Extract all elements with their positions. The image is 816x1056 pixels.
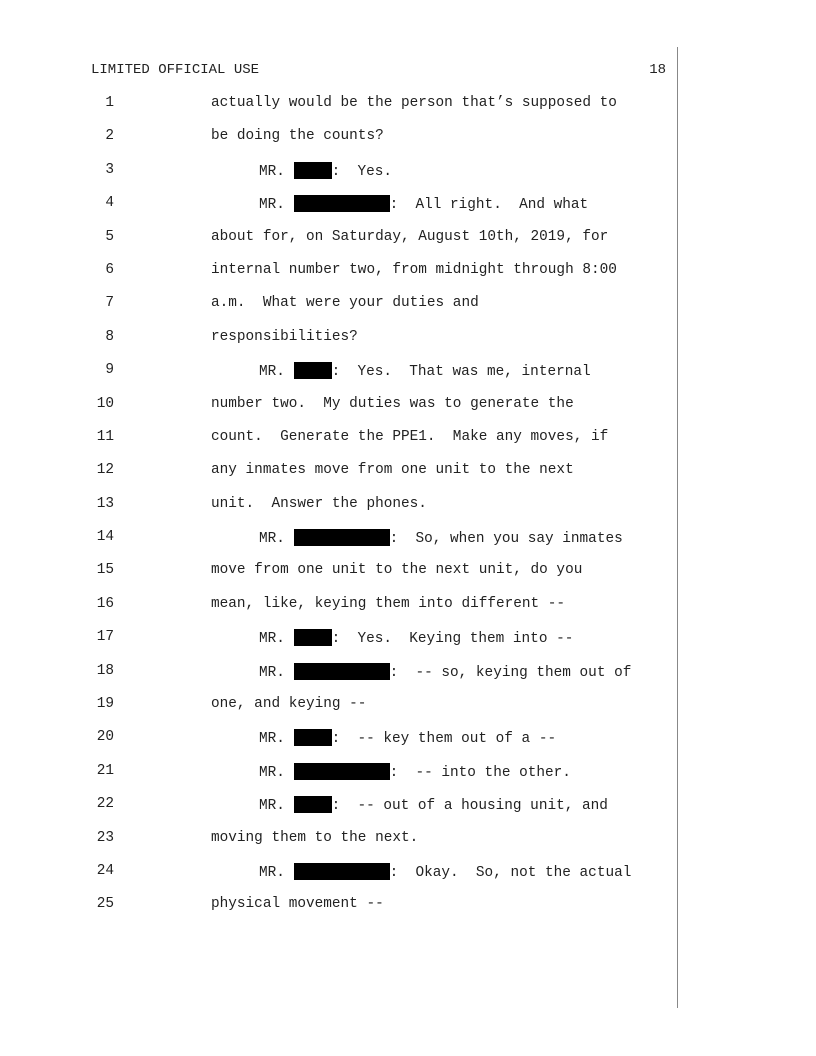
transcript-line	[0, 429, 816, 462]
redaction-box	[294, 195, 390, 212]
line-number: 2	[105, 128, 114, 145]
transcript-line	[0, 696, 816, 729]
line-text	[259, 763, 571, 782]
transcript-line	[0, 629, 816, 662]
line-body: : -- into the other.	[389, 764, 571, 781]
line-body: about for, on Saturday, August 10th, 2019, for	[211, 228, 609, 245]
speaker-prefix: MR.	[259, 364, 285, 381]
line-number: 8	[105, 328, 114, 345]
line-text	[259, 729, 556, 748]
speaker-prefix: MR.	[259, 864, 285, 881]
speaker-prefix: MR.	[259, 731, 285, 748]
line-body: : -- key them out of a --	[331, 731, 557, 748]
line-number: 22	[96, 796, 114, 813]
line-number: 21	[96, 762, 114, 779]
page-number: 18	[649, 62, 666, 78]
transcript-line	[0, 663, 816, 696]
line-number: 7	[105, 295, 114, 312]
line-body: count. Generate the PPE1. Make any moves, if	[211, 428, 609, 445]
line-number: 1	[105, 95, 114, 111]
line-body: : Yes.	[331, 163, 393, 180]
transcript-line	[0, 362, 816, 395]
redaction-box	[294, 362, 332, 379]
line-number: 13	[96, 495, 114, 512]
line-body: : -- so, keying them out of	[389, 664, 632, 681]
line-number: 9	[105, 362, 114, 379]
line-text	[211, 830, 418, 847]
redaction-box	[294, 729, 332, 746]
classification-header: LIMITED OFFICIAL USE	[91, 62, 260, 78]
transcript-lines	[0, 95, 816, 930]
redaction-box	[294, 796, 332, 813]
line-number: 12	[96, 462, 114, 479]
line-text	[211, 462, 574, 479]
line-text	[211, 295, 479, 312]
transcript-line	[0, 162, 816, 195]
line-body: be doing the counts?	[211, 128, 384, 145]
line-body: unit. Answer the phones.	[211, 495, 427, 512]
line-text	[259, 162, 392, 181]
line-text	[259, 663, 631, 682]
redaction-box	[294, 629, 332, 646]
transcript-line	[0, 229, 816, 262]
line-number: 23	[96, 829, 114, 846]
line-number: 25	[96, 896, 114, 913]
line-text	[211, 229, 608, 246]
transcript-line	[0, 729, 816, 762]
speaker-prefix: MR.	[259, 197, 285, 214]
transcript-line	[0, 329, 816, 362]
transcript-line	[0, 896, 816, 929]
redaction-box	[294, 663, 390, 680]
line-text	[211, 128, 384, 145]
line-number: 15	[96, 562, 114, 579]
speaker-prefix: MR.	[259, 631, 285, 648]
line-body: : All right. And what	[389, 197, 589, 214]
line-body: : Yes. That was me, internal	[331, 364, 591, 381]
line-text	[211, 562, 582, 579]
line-number: 10	[96, 395, 114, 412]
line-text	[211, 262, 617, 279]
transcript-line	[0, 195, 816, 228]
redaction-box	[294, 529, 390, 546]
line-text	[211, 396, 574, 413]
transcript-line	[0, 562, 816, 595]
line-number: 6	[105, 261, 114, 278]
line-number: 20	[96, 729, 114, 746]
line-body: number two. My duties was to generate the	[211, 395, 574, 412]
line-body: move from one unit to the next unit, do you	[211, 562, 583, 579]
line-number: 11	[96, 428, 114, 445]
line-text	[211, 496, 427, 513]
line-body: actually would be the person that’s supposed to	[211, 95, 617, 111]
speaker-prefix: MR.	[259, 531, 285, 548]
redaction-box	[294, 763, 390, 780]
line-number: 17	[96, 629, 114, 646]
line-body: moving them to the next.	[211, 829, 419, 846]
transcript-line	[0, 496, 816, 529]
line-body: physical movement --	[211, 896, 384, 913]
line-text	[259, 362, 591, 381]
transcript-line	[0, 529, 816, 562]
transcript-line	[0, 763, 816, 796]
line-body: responsibilities?	[211, 328, 358, 345]
line-body: : -- out of a housing unit, and	[331, 798, 608, 815]
transcript-line	[0, 128, 816, 161]
line-number: 19	[96, 696, 114, 713]
line-body: a.m. What were your duties and	[211, 295, 479, 312]
line-number: 4	[105, 195, 114, 212]
line-number: 24	[96, 862, 114, 879]
speaker-prefix: MR.	[259, 764, 285, 781]
line-number: 14	[96, 529, 114, 546]
redaction-box	[294, 863, 390, 880]
transcript-line	[0, 863, 816, 896]
transcript-line	[0, 396, 816, 429]
line-text	[211, 596, 565, 613]
line-number: 16	[96, 595, 114, 612]
line-text	[259, 195, 588, 214]
line-text	[211, 95, 617, 112]
line-body: : So, when you say inmates	[389, 531, 623, 548]
redaction-box	[294, 162, 332, 179]
line-body: one, and keying --	[211, 696, 367, 713]
line-text	[259, 529, 623, 548]
transcript-line	[0, 95, 816, 128]
line-text	[259, 796, 608, 815]
line-text	[259, 629, 573, 648]
transcript-line	[0, 596, 816, 629]
line-text	[211, 696, 366, 713]
line-text	[211, 429, 608, 446]
line-body: : Yes. Keying them into --	[331, 631, 574, 648]
transcript-line	[0, 830, 816, 863]
line-body: mean, like, keying them into different --	[211, 595, 566, 612]
line-text	[259, 863, 631, 882]
line-number: 5	[105, 228, 114, 245]
line-number: 3	[105, 161, 114, 178]
speaker-prefix: MR.	[259, 798, 285, 815]
line-text	[211, 896, 384, 913]
transcript-line	[0, 796, 816, 829]
line-body: internal number two, from midnight through 8:00	[211, 261, 617, 278]
speaker-prefix: MR.	[259, 664, 285, 681]
line-body: : Okay. So, not the actual	[389, 864, 632, 881]
line-number: 18	[96, 662, 114, 679]
line-body: any inmates move from one unit to the next	[211, 462, 574, 479]
transcript-line	[0, 262, 816, 295]
transcript-line	[0, 295, 816, 328]
speaker-prefix: MR.	[259, 163, 285, 180]
line-text	[211, 329, 358, 346]
transcript-line	[0, 462, 816, 495]
